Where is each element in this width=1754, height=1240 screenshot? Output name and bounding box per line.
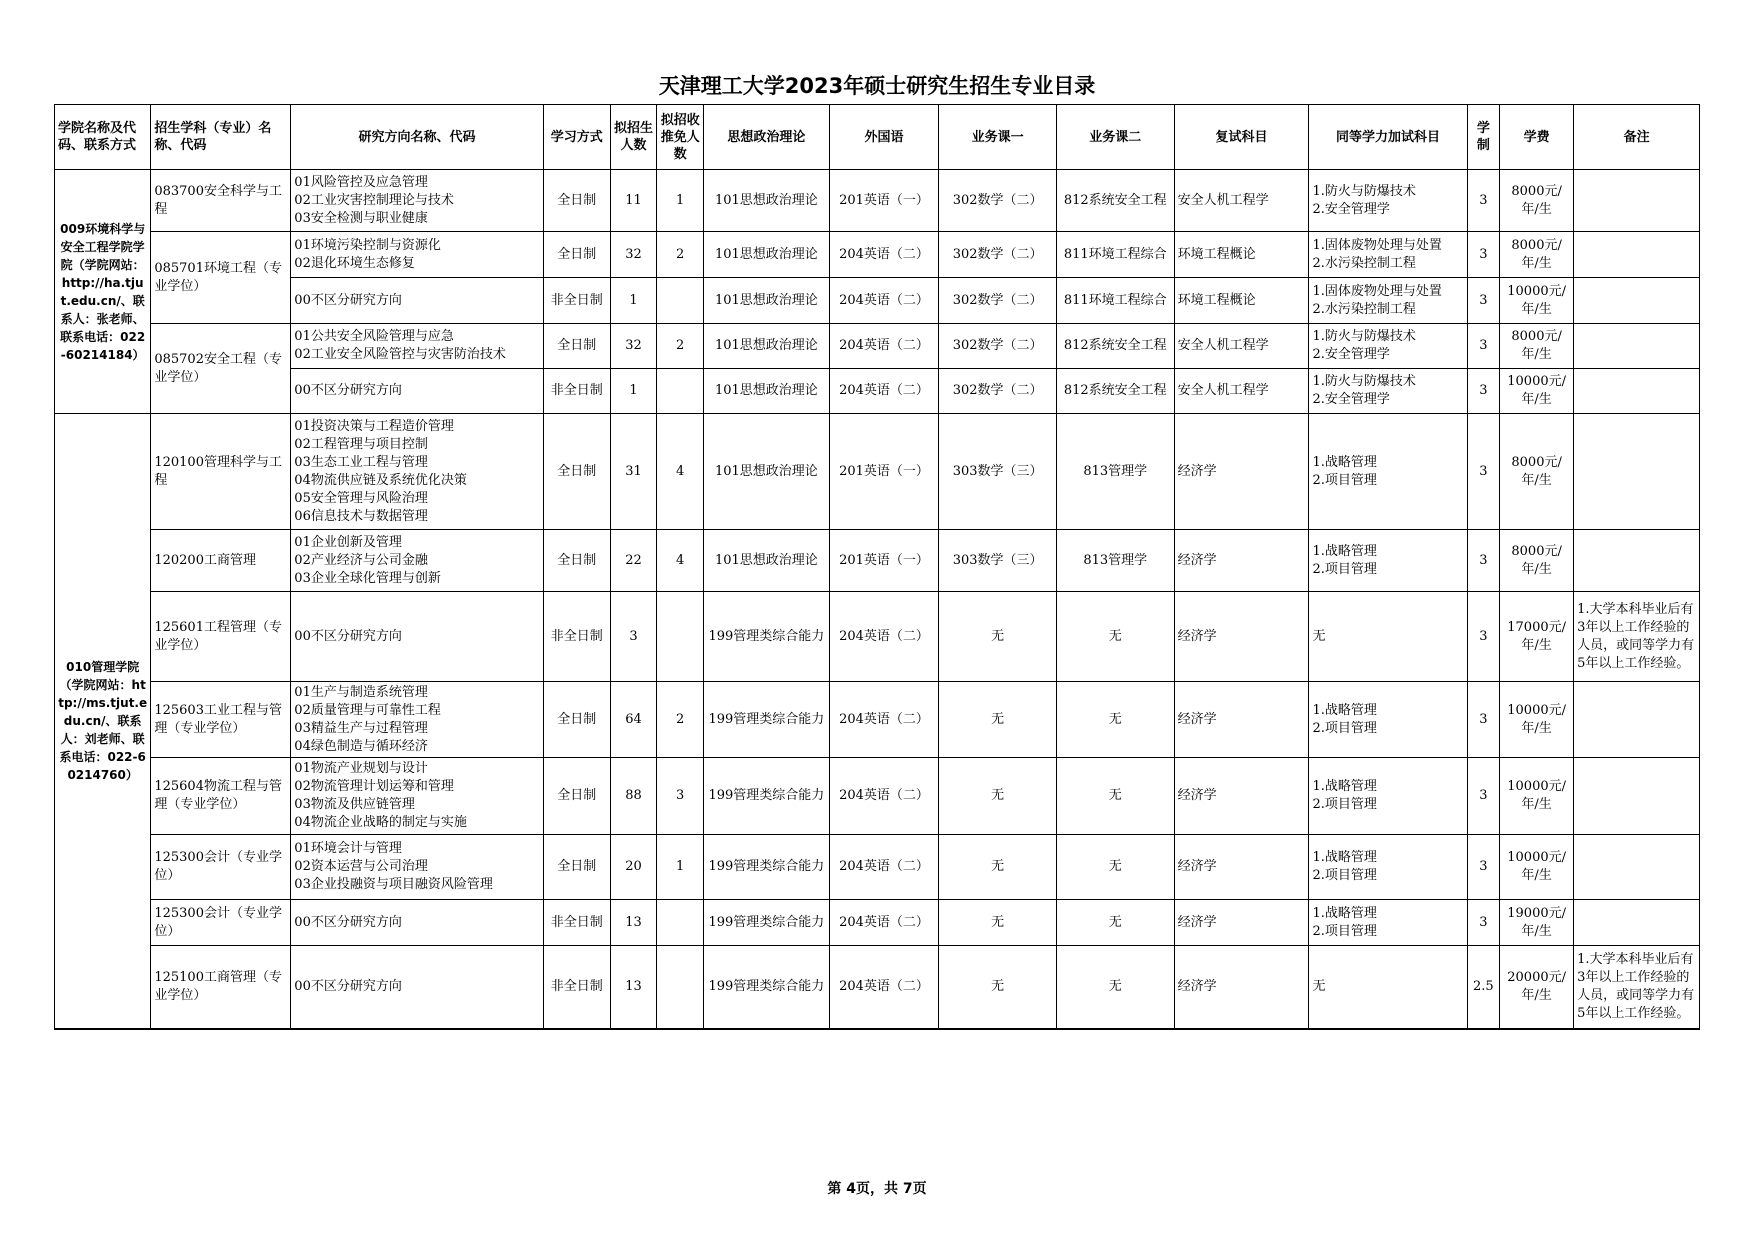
- extra-subject: 1.战略管理: [1312, 702, 1377, 718]
- program-years: 3: [1467, 369, 1499, 414]
- program-years: 3: [1467, 324, 1499, 369]
- enrollment-quota: 20: [610, 835, 657, 900]
- research-directions: [291, 324, 544, 369]
- tuition-fee: 8000元/年/生: [1500, 324, 1574, 369]
- extra-subject: 2.安全管理学: [1312, 347, 1390, 362]
- major-name: 125604物流工程与管理（专业学位）: [151, 758, 291, 835]
- extra-subject: 2.水污染控制工程: [1312, 255, 1416, 271]
- remarks: [1574, 530, 1700, 592]
- remarks: 1.大学本科毕业后有3年以上工作经验的人员，或同等学力有5年以上工作经验。: [1574, 592, 1700, 682]
- direction-item: 04物流供应链及系统优化决策: [294, 472, 467, 488]
- direction-item: 02工程管理与项目控制: [294, 436, 428, 452]
- extra-exam-subjects: [1309, 414, 1467, 530]
- enrollment-quota: 13: [610, 900, 657, 946]
- course-one: 302数学（二）: [939, 170, 1057, 232]
- direction-item: 04绿色制造与循环经济: [294, 738, 428, 754]
- program-years: 3: [1467, 900, 1499, 946]
- tuition-fee: 10000元/年/生: [1500, 369, 1574, 414]
- research-directions: [291, 369, 544, 414]
- exempt-quota: 3: [657, 758, 704, 835]
- politics-exam: 101思想政治理论: [704, 278, 830, 324]
- course-two: 811环境工程综合: [1056, 232, 1174, 278]
- extra-subject: 2.安全管理学: [1312, 201, 1390, 217]
- enrollment-quota: 32: [610, 232, 657, 278]
- extra-subject: 1.战略管理: [1312, 779, 1377, 794]
- study-mode: 非全日制: [543, 369, 610, 414]
- extra-subject: 2.项目管理: [1312, 472, 1377, 488]
- direction-item: 00不区分研究方向: [294, 978, 402, 994]
- remarks: [1574, 414, 1700, 530]
- language-exam: 204英语（二）: [829, 758, 939, 835]
- major-name: 125100工商管理（专业学位）: [151, 946, 291, 1029]
- direction-item: 03生态工业工程与管理: [294, 454, 428, 470]
- course-one: 无: [939, 592, 1057, 682]
- column-header: 学费: [1500, 105, 1574, 170]
- extra-subject: 1.战略管理: [1312, 905, 1377, 921]
- study-mode: 全日制: [543, 758, 610, 835]
- extra-subject: 2.项目管理: [1312, 561, 1377, 577]
- language-exam: 201英语（一）: [829, 530, 939, 592]
- remarks: 1.大学本科毕业后有3年以上工作经验的人员，或同等学力有5年以上工作经验。: [1574, 946, 1700, 1029]
- study-mode: 全日制: [543, 414, 610, 530]
- tuition-fee: 8000元/年/生: [1500, 232, 1574, 278]
- study-mode: 非全日制: [543, 900, 610, 946]
- politics-exam: 199管理类综合能力: [704, 946, 830, 1029]
- study-mode: 非全日制: [543, 946, 610, 1029]
- direction-item: 01投资决策与工程造价管理: [294, 418, 454, 434]
- remarks: [1574, 682, 1700, 758]
- remarks: [1574, 170, 1700, 232]
- politics-exam: 101思想政治理论: [704, 530, 830, 592]
- politics-exam: 199管理类综合能力: [704, 682, 830, 758]
- extra-exam-subjects: [1309, 835, 1467, 900]
- retest-subject: 环境工程概论: [1174, 278, 1309, 324]
- direction-item: 00不区分研究方向: [294, 383, 402, 398]
- major-name: 083700安全科学与工程: [151, 170, 291, 232]
- exempt-quota: [657, 369, 704, 414]
- program-years: 3: [1467, 682, 1499, 758]
- remarks: [1574, 900, 1700, 946]
- direction-item: 01物流产业规划与设计: [294, 761, 428, 776]
- extra-subject: 无: [1312, 628, 1326, 644]
- column-header: 业务课一: [939, 105, 1057, 170]
- course-two: 无: [1056, 835, 1174, 900]
- study-mode: 全日制: [543, 682, 610, 758]
- column-header: 学制: [1467, 105, 1499, 170]
- language-exam: 204英语（二）: [829, 900, 939, 946]
- tuition-fee: 19000元/年/生: [1500, 900, 1574, 946]
- direction-item: 02产业经济与公司金融: [294, 552, 428, 568]
- column-header: 招生学科（专业）名称、代码: [151, 105, 291, 170]
- politics-exam: 199管理类综合能力: [704, 592, 830, 682]
- enrollment-quota: 11: [610, 170, 657, 232]
- direction-item: 01生产与制造系统管理: [294, 684, 428, 700]
- exempt-quota: 2: [657, 682, 704, 758]
- tuition-fee: 8000元/年/生: [1500, 530, 1574, 592]
- politics-exam: 101思想政治理论: [704, 170, 830, 232]
- direction-item: 01环境污染控制与资源化: [294, 237, 441, 253]
- course-two: 无: [1056, 682, 1174, 758]
- table-row: [55, 369, 1700, 414]
- exempt-quota: [657, 900, 704, 946]
- table-body: [55, 170, 1700, 1029]
- research-directions: [291, 530, 544, 592]
- table-row: [55, 835, 1700, 900]
- extra-subject: 2.项目管理: [1312, 797, 1377, 812]
- exempt-quota: 4: [657, 530, 704, 592]
- language-exam: 204英语（二）: [829, 946, 939, 1029]
- retest-subject: 经济学: [1174, 592, 1309, 682]
- table-row: [55, 170, 1700, 232]
- enrollment-quota: 32: [610, 324, 657, 369]
- research-directions: [291, 758, 544, 835]
- tuition-fee: 10000元/年/生: [1500, 682, 1574, 758]
- extra-subject: 2.项目管理: [1312, 923, 1377, 939]
- exempt-quota: [657, 592, 704, 682]
- table-row: [55, 682, 1700, 758]
- enrollment-quota: 64: [610, 682, 657, 758]
- college-info: 010管理学院（学院网站：http://ms.tjut.edu.cn/、联系人：刘老师、联系电话：022-60214760）: [55, 414, 151, 1029]
- language-exam: 204英语（二）: [829, 592, 939, 682]
- column-header: 同等学力加试科目: [1309, 105, 1467, 170]
- program-years: 3: [1467, 170, 1499, 232]
- research-directions: [291, 835, 544, 900]
- extra-subject: 无: [1312, 978, 1326, 994]
- language-exam: 204英语（二）: [829, 835, 939, 900]
- direction-item: 06信息技术与数据管理: [294, 508, 428, 524]
- course-two: 无: [1056, 758, 1174, 835]
- language-exam: 204英语（二）: [829, 682, 939, 758]
- retest-subject: 经济学: [1174, 946, 1309, 1029]
- retest-subject: 安全人机工程学: [1174, 324, 1309, 369]
- politics-exam: 199管理类综合能力: [704, 758, 830, 835]
- table-row: [55, 530, 1700, 592]
- course-one: 302数学（二）: [939, 232, 1057, 278]
- tuition-fee: 8000元/年/生: [1500, 170, 1574, 232]
- extra-exam-subjects: [1309, 278, 1467, 324]
- program-years: 3: [1467, 592, 1499, 682]
- direction-item: 01环境会计与管理: [294, 841, 402, 856]
- language-exam: 204英语（二）: [829, 278, 939, 324]
- politics-exam: 101思想政治理论: [704, 232, 830, 278]
- direction-item: 02退化环境生态修复: [294, 255, 415, 271]
- table-row: [55, 324, 1700, 369]
- direction-item: 02工业灾害控制理论与技术: [294, 192, 454, 208]
- enrollment-quota: 13: [610, 946, 657, 1029]
- extra-subject: 1.防火与防爆技术: [1312, 329, 1416, 344]
- program-years: 3: [1467, 414, 1499, 530]
- program-years: 2.5: [1467, 946, 1499, 1029]
- major-name: 125300会计（专业学位）: [151, 835, 291, 900]
- remarks: [1574, 835, 1700, 900]
- direction-item: 01风险管控及应急管理: [294, 174, 428, 190]
- table-row: [55, 278, 1700, 324]
- course-one: 无: [939, 946, 1057, 1029]
- language-exam: 201英语（一）: [829, 414, 939, 530]
- language-exam: 201英语（一）: [829, 170, 939, 232]
- remarks: [1574, 278, 1700, 324]
- tuition-fee: 10000元/年/生: [1500, 278, 1574, 324]
- program-years: 3: [1467, 232, 1499, 278]
- direction-item: 00不区分研究方向: [294, 292, 402, 308]
- research-directions: [291, 414, 544, 530]
- extra-exam-subjects: [1309, 758, 1467, 835]
- direction-item: 02工业安全风险管控与灾害防治技术: [294, 347, 506, 362]
- research-directions: [291, 278, 544, 324]
- course-two: 811环境工程综合: [1056, 278, 1174, 324]
- enrollment-quota: 22: [610, 530, 657, 592]
- politics-exam: 101思想政治理论: [704, 414, 830, 530]
- study-mode: 全日制: [543, 835, 610, 900]
- column-header: 业务课二: [1056, 105, 1174, 170]
- course-two: 812系统安全工程: [1056, 369, 1174, 414]
- retest-subject: 安全人机工程学: [1174, 369, 1309, 414]
- column-header: 学习方式: [543, 105, 610, 170]
- column-header: 备注: [1574, 105, 1700, 170]
- course-two: 无: [1056, 592, 1174, 682]
- enrollment-quota: 1: [610, 369, 657, 414]
- language-exam: 204英语（二）: [829, 369, 939, 414]
- table-header-row: [55, 105, 1700, 170]
- extra-subject: 1.战略管理: [1312, 454, 1377, 470]
- column-header: 拟招生人数: [610, 105, 657, 170]
- extra-exam-subjects: [1309, 592, 1467, 682]
- politics-exam: 199管理类综合能力: [704, 900, 830, 946]
- tuition-fee: 10000元/年/生: [1500, 758, 1574, 835]
- extra-subject: 1.防火与防爆技术: [1312, 183, 1416, 199]
- direction-item: 00不区分研究方向: [294, 628, 402, 644]
- enrollment-quota: 31: [610, 414, 657, 530]
- direction-item: 03企业投融资与项目融资风险管理: [294, 877, 493, 892]
- extra-exam-subjects: [1309, 946, 1467, 1029]
- direction-item: 03精益生产与过程管理: [294, 720, 428, 736]
- remarks: [1574, 324, 1700, 369]
- table-row: [55, 592, 1700, 682]
- college-info: 009环境科学与安全工程学院学院（学院网站：http://ha.tjut.edu.cn/、联系人：张老师、联系电话：022-60214184）: [55, 170, 151, 414]
- retest-subject: 经济学: [1174, 758, 1309, 835]
- exempt-quota: 1: [657, 170, 704, 232]
- column-header: 复试科目: [1174, 105, 1309, 170]
- retest-subject: 经济学: [1174, 530, 1309, 592]
- course-two: 812系统安全工程: [1056, 170, 1174, 232]
- enrollment-quota: 1: [610, 278, 657, 324]
- exempt-quota: 2: [657, 324, 704, 369]
- politics-exam: 199管理类综合能力: [704, 835, 830, 900]
- remarks: [1574, 758, 1700, 835]
- program-years: 3: [1467, 758, 1499, 835]
- major-name: 120100管理科学与工程: [151, 414, 291, 530]
- table-row: [55, 232, 1700, 278]
- extra-subject: 1.固体废物处理与处置: [1312, 237, 1442, 253]
- tuition-fee: 20000元/年/生: [1500, 946, 1574, 1029]
- extra-subject: 2.项目管理: [1312, 868, 1377, 883]
- column-header: 外国语: [829, 105, 939, 170]
- research-directions: [291, 900, 544, 946]
- table-row: [55, 758, 1700, 835]
- extra-exam-subjects: [1309, 170, 1467, 232]
- page-footer: 第 4页，共 7页: [827, 1181, 927, 1197]
- retest-subject: 经济学: [1174, 682, 1309, 758]
- study-mode: 全日制: [543, 530, 610, 592]
- extra-subject: 1.防火与防爆技术: [1312, 374, 1416, 389]
- study-mode: 全日制: [543, 170, 610, 232]
- course-two: 813管理学: [1056, 530, 1174, 592]
- extra-subject: 2.水污染控制工程: [1312, 301, 1416, 317]
- major-name: 085701环境工程（专业学位）: [151, 232, 291, 324]
- program-years: 3: [1467, 530, 1499, 592]
- table-row: [55, 900, 1700, 946]
- research-directions: [291, 682, 544, 758]
- retest-subject: 经济学: [1174, 414, 1309, 530]
- major-name: 125300会计（专业学位）: [151, 900, 291, 946]
- retest-subject: 安全人机工程学: [1174, 170, 1309, 232]
- language-exam: 204英语（二）: [829, 324, 939, 369]
- retest-subject: 经济学: [1174, 835, 1309, 900]
- politics-exam: 101思想政治理论: [704, 324, 830, 369]
- research-directions: [291, 946, 544, 1029]
- extra-exam-subjects: [1309, 682, 1467, 758]
- research-directions: [291, 170, 544, 232]
- major-name: 125603工业工程与管理（专业学位）: [151, 682, 291, 758]
- direction-item: 02质量管理与可靠性工程: [294, 702, 441, 718]
- politics-exam: 101思想政治理论: [704, 369, 830, 414]
- exempt-quota: [657, 278, 704, 324]
- retest-subject: 环境工程概论: [1174, 232, 1309, 278]
- course-one: 无: [939, 682, 1057, 758]
- extra-subject: 1.战略管理: [1312, 543, 1377, 559]
- enrollment-quota: 3: [610, 592, 657, 682]
- research-directions: [291, 592, 544, 682]
- direction-item: 02物流管理计划运筹和管理: [294, 779, 454, 794]
- major-name: 125601工程管理（专业学位）: [151, 592, 291, 682]
- direction-item: 01企业创新及管理: [294, 534, 402, 550]
- course-two: 无: [1056, 900, 1174, 946]
- enrollment-quota: 88: [610, 758, 657, 835]
- course-two: 812系统安全工程: [1056, 324, 1174, 369]
- course-one: 303数学（三）: [939, 530, 1057, 592]
- exempt-quota: 2: [657, 232, 704, 278]
- direction-item: 01公共安全风险管理与应急: [294, 329, 454, 344]
- course-one: 无: [939, 900, 1057, 946]
- column-header: 学院名称及代码、联系方式: [55, 105, 151, 170]
- exempt-quota: 4: [657, 414, 704, 530]
- retest-subject: 经济学: [1174, 900, 1309, 946]
- study-mode: 全日制: [543, 232, 610, 278]
- remarks: [1574, 232, 1700, 278]
- tuition-fee: 17000元/年/生: [1500, 592, 1574, 682]
- extra-subject: 1.战略管理: [1312, 850, 1377, 865]
- direction-item: 00不区分研究方向: [294, 914, 402, 930]
- language-exam: 204英语（二）: [829, 232, 939, 278]
- direction-item: 05安全管理与风险治理: [294, 490, 428, 506]
- course-two: 无: [1056, 946, 1174, 1029]
- extra-exam-subjects: [1309, 900, 1467, 946]
- table-row: [55, 414, 1700, 530]
- research-directions: [291, 232, 544, 278]
- course-two: 813管理学: [1056, 414, 1174, 530]
- tuition-fee: 8000元/年/生: [1500, 414, 1574, 530]
- course-one: 无: [939, 835, 1057, 900]
- direction-item: 03安全检测与职业健康: [294, 210, 428, 226]
- course-one: 303数学（三）: [939, 414, 1057, 530]
- column-header: 拟招收推免人数: [657, 105, 704, 170]
- study-mode: 全日制: [543, 324, 610, 369]
- extra-subject: 2.项目管理: [1312, 720, 1377, 736]
- course-one: 302数学（二）: [939, 278, 1057, 324]
- exempt-quota: [657, 946, 704, 1029]
- extra-subject: 2.安全管理学: [1312, 392, 1390, 407]
- page-title: 天津理工大学2023年硕士研究生招生专业目录: [658, 74, 1096, 98]
- study-mode: 非全日制: [543, 278, 610, 324]
- major-name: 085702安全工程（专业学位）: [151, 324, 291, 414]
- program-years: 3: [1467, 835, 1499, 900]
- course-one: 302数学（二）: [939, 369, 1057, 414]
- course-one: 302数学（二）: [939, 324, 1057, 369]
- major-name: 120200工商管理: [151, 530, 291, 592]
- extra-exam-subjects: [1309, 369, 1467, 414]
- tuition-fee: 10000元/年/生: [1500, 835, 1574, 900]
- direction-item: 02资本运营与公司治理: [294, 859, 428, 874]
- exempt-quota: 1: [657, 835, 704, 900]
- extra-exam-subjects: [1309, 232, 1467, 278]
- table-row: [55, 946, 1700, 1029]
- program-years: 3: [1467, 278, 1499, 324]
- direction-item: 03物流及供应链管理: [294, 797, 415, 812]
- remarks: [1574, 369, 1700, 414]
- study-mode: 非全日制: [543, 592, 610, 682]
- column-header: 研究方向名称、代码: [291, 105, 544, 170]
- extra-subject: 1.固体废物处理与处置: [1312, 283, 1442, 299]
- course-one: 无: [939, 758, 1057, 835]
- extra-exam-subjects: [1309, 324, 1467, 369]
- direction-item: 04物流企业战略的制定与实施: [294, 815, 467, 830]
- extra-exam-subjects: [1309, 530, 1467, 592]
- program-catalog-table: [54, 104, 1700, 1030]
- direction-item: 03企业全球化管理与创新: [294, 570, 441, 586]
- column-header: 思想政治理论: [704, 105, 830, 170]
